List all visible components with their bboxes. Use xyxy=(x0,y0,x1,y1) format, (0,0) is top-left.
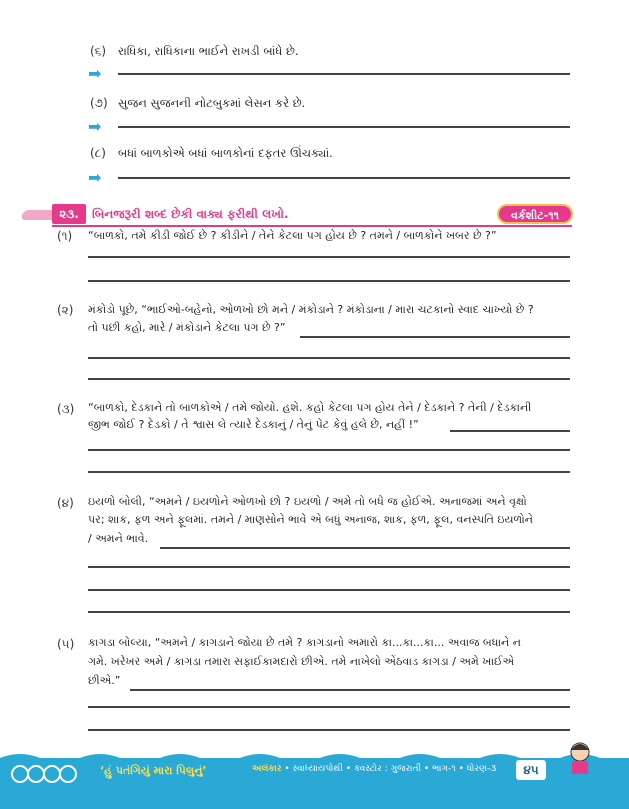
question-5-line-3: છીએ.” xyxy=(88,674,121,687)
section-title: બિનજરૂરી શબ્દ છેકી વાક્ય ફરીથી લખો. xyxy=(92,207,289,221)
item-6-text: રાધિકા, રાધિકાના ભાઈને રાખડી બાંધે છે. xyxy=(118,44,299,58)
arrow-right-icon: ➡ xyxy=(88,168,102,187)
footer-info xyxy=(252,764,496,774)
answer-line[interactable] xyxy=(88,256,570,258)
question-5-line-2: ગમે. ખરેખર અમે / કાગડા તમારા સફાઈકામદારો છીએ. તમે નાખેલો એંઠવાડ કાગડા / અમે ખાઈએ xyxy=(88,655,515,668)
answer-line[interactable] xyxy=(88,566,570,568)
answer-line[interactable] xyxy=(118,73,570,75)
question-4-line-1: ઇયળો બોલી, “અમને / ઇયળોને ઓળખો છો ? ઇયળો / અમે તો બધે જ હોઈએ. અનાજમાં અને વૃક્ષો xyxy=(88,495,527,508)
arrow-right-icon: ➡ xyxy=(88,64,102,83)
answer-line[interactable] xyxy=(88,471,570,473)
item-7-text: સુજન સુજનની નોટબુકમાં લેસન કરે છે. xyxy=(118,96,306,110)
footer-brand: અલંકાર xyxy=(252,764,282,774)
answer-line[interactable] xyxy=(118,126,570,128)
question-3-line-2: જીભ જોઈ ? દેડકો / તે શ્વાસ લે ત્યારે દેડકાનું / તેનું પેટ કેવું હલે છે, નહીં !” xyxy=(88,418,419,431)
item-8-number: (૮) xyxy=(90,146,106,160)
question-2-line-1: મંકોડો પૂછે, “ભાઈઓ-બહેનો, ઓળખો છો મને / મંકોડાને ? મંકોડાના / મારા ચટકાનો સ્વાદ ચાખ્યો છે ? xyxy=(88,303,534,316)
answer-line[interactable] xyxy=(88,378,570,380)
question-3-line-1: “બાળકો, દેડકાને તો બાળકોએ / તમે જોયો. હશે. કહો કેટલા પગ હોય તેને / દેડકાને ? તેની / દેડકાની xyxy=(88,401,532,414)
question-4-line-3: / અમને ભાવે. xyxy=(88,532,149,545)
item-6-number: (૬) xyxy=(90,44,107,58)
question-5-number: (૫) xyxy=(57,637,75,651)
answer-line[interactable] xyxy=(88,589,570,591)
answer-line[interactable] xyxy=(88,611,570,613)
question-1-line-1: “બાળકો, તમે કીડી જોઈ છે ? કીડીને / તેને કેટલા પગ હોય છે ? તમને / બાળકોને ખબર છે ?” xyxy=(88,229,497,242)
item-7-number: (૭) xyxy=(90,96,108,110)
answer-line[interactable] xyxy=(450,430,570,432)
answer-line[interactable] xyxy=(130,689,570,691)
answer-line[interactable] xyxy=(300,336,570,338)
question-1-number: (૧) xyxy=(57,229,73,243)
section-number: ૨૩. xyxy=(52,204,86,224)
question-4-line-2: પર; શાક, ફળ અને ફૂલમાં. તમને / માણસોને ભાવે એ બધું અનાજ, શાક, ફળ, ફૂલ, વનસ્પતિ ઇયળોને xyxy=(88,513,533,526)
answer-line[interactable] xyxy=(88,280,570,282)
answer-line[interactable] xyxy=(160,547,570,549)
answer-line[interactable] xyxy=(88,706,570,708)
item-8-text: બધાં બાળકોએ બધાં બાળકોનાં દફતર ઊંચક્યાં. xyxy=(118,146,333,160)
question-3-number: (૩) xyxy=(57,402,75,416)
answer-line[interactable] xyxy=(88,449,570,451)
question-2-line-2: તો પછી કહો, મારે / મંકોડાને કેટલા પગ છે ?” xyxy=(88,321,286,334)
footer-details: • સ્વાધ્યાયપોથી • ક્વસ્ટોર : ગુજરાતી • ભાગ-૧ • ધોરણ-૩ xyxy=(284,764,497,774)
worksheet-badge: વર્કશીટ-૧૧ xyxy=(497,204,573,224)
question-2-number: (૨) xyxy=(57,303,74,317)
question-5-line-1: કાગડા બોલ્યા, “અમને / કાગડાને જોયા છે તમે ? કાગડાનો અમારો કા...કા...કા... અવાજ બધાને ન xyxy=(88,636,521,649)
rings-decoration-icon xyxy=(8,762,88,786)
footer-title: ‘હું પતંગિયું મારા પિલુનું’ xyxy=(100,764,207,777)
answer-line[interactable] xyxy=(88,729,570,731)
page-number: ૪૫ xyxy=(516,760,546,780)
question-4-number: (૪) xyxy=(57,496,74,510)
child-illustration-icon xyxy=(555,738,605,788)
answer-line[interactable] xyxy=(88,357,570,359)
arrow-right-icon: ➡ xyxy=(88,117,102,136)
answer-line[interactable] xyxy=(118,177,570,179)
